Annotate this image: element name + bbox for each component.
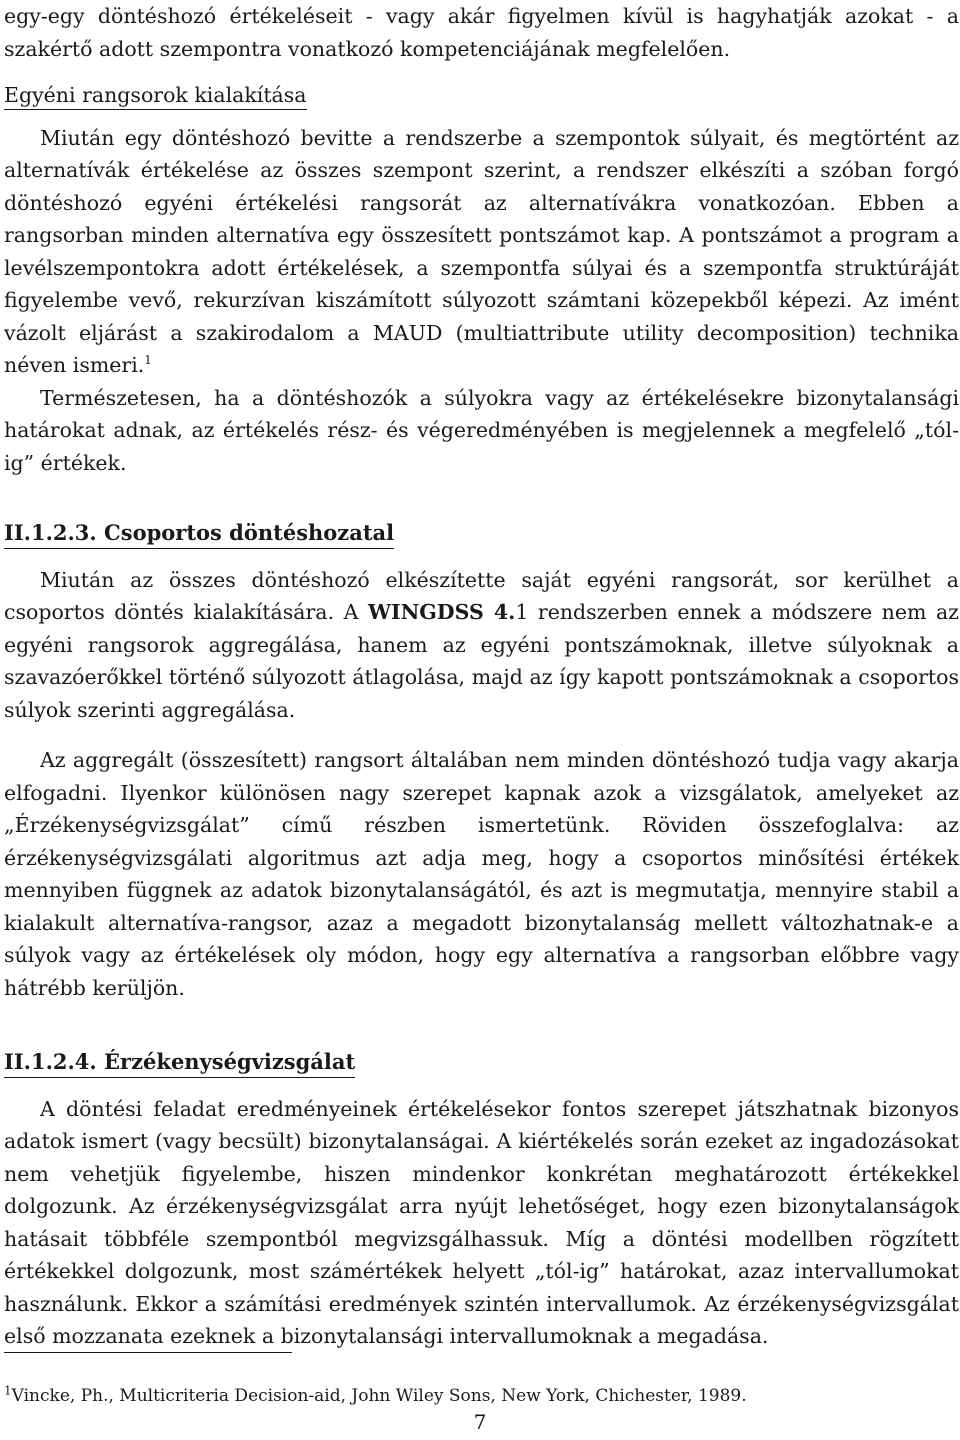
- footnote-reference[interactable]: 1: [144, 353, 152, 368]
- individual-ranking-paragraph: [4, 122, 959, 382]
- sensitivity-paragraph: A döntési feladat eredményeinek értékelésekor fontos szerepet játszhatnak bizonyos adatok ismert (vagy becsült) bizonytalanságai. A kiértékelés során ezeket az ingadozásokat nem vehetjük figyelembe, hiszen mindenkor konkrétan meghatározott értékekkel dolgozunk. Az érzékenységvizsgálat arra nyújt lehetőséget, hogy ezen bizonytalanságok hatásait többféle szempontból megvizsgálhassuk. Míg a döntési modellben rögzített értékekkel dolgozunk, most számértékek helyett „tól-ig” határokat, azaz intervallumokat használunk. Ekkor a számítási eredmények szintén intervallumok. Az érzékenységvizsgálat első mozzanata ezeknek a bizonytalansági intervallumoknak a megadása.: [4, 1096, 959, 1348]
- individual-ranking-text: Miután egy döntéshozó bevitte a rendszerbe a szempontok súlyait, és megtörtént az alternatívák értékelése az összes szempont szerint, a rendszer elkészíti a szóban forgó döntéshozó egyéni értékelési rangsorát az alternatívákra vonatkozóan. Ebben a rangsorban minden alternatíva egy összesített pontszámot kap. A pontszámot a program a levélszempontokra adott értékelések, a szempontfa súlyai és a szempontfa struktúráját figyelembe vevő, rekurzívan kiszámított súlyozott számtani közepekből képezi. Az imént vázolt eljárást a szakirodalom a MAUD (multiattribute utility decomposition) technika néven ismeri.: [4, 125, 959, 377]
- group-decision-text-start: Miután az összes döntéshozó elkészítette saját egyéni rangsorát, sor kerülhet a csoportos döntés kialakítására. A: [4, 567, 959, 624]
- subsection-heading-individual: [4, 79, 959, 112]
- section-heading-text: II.1.2.4. Érzékenységvizsgálat: [4, 1049, 355, 1078]
- document-page: [4, 0, 959, 1353]
- section-heading-group-decision: [4, 517, 959, 550]
- intro-paragraph: egy-egy döntéshozó értékeléseit - vagy akár figyelmen kívül is hagyhatják azokat - a szakértő adott szempontra vonatkozó kompetenciájának megfelelően.: [4, 4, 959, 61]
- section-heading-sensitivity: [4, 1046, 959, 1079]
- group-decision-text-end: 1 rendszerben ennek a módszere nem az egyéni rangsorok aggregálása, hanem az egyéni pontszámoknak, illetve súlyoknak a szavazóerőkkel történő súlyozott átlagolása, majd az így kapott pontszámoknak a csoportos súlyok szerinti aggregálása.: [4, 600, 959, 722]
- aggregated-ranking-paragraph: Az aggregált (összesített) rangsort általában nem minden döntéshozó tudja vagy akarja elfogadni. Ilyenkor különösen nagy szerepet kapnak azok a vizsgálatok, amelyeket az „Érzékenységvizsgálat” című részben ismertetünk. Röviden összefoglalva: az érzékenységvizsgálati algoritmus azt adja meg, hogy a csoportos minősítési értékek mennyiben függnek az adatok bizonytalanságától, és azt is megmutatja, mennyire stabil a kialakult alternatíva-rangsor, azaz a megadott bizonytalanság mellett változhatnak-e a súlyok vagy az értékelések oly módon, hogy egy alternatíva a rangsorban előbbre vagy hátrébb kerüljön.: [4, 748, 959, 1000]
- section-heading-text: II.1.2.3. Csoportos döntéshozatal: [4, 520, 394, 549]
- subsection-heading-text: Egyéni rangsorok kialakítása: [4, 83, 307, 110]
- page-number: 7: [473, 1410, 487, 1434]
- product-name: WINGDSS 4.: [367, 600, 516, 624]
- group-decision-paragraph: [4, 564, 959, 727]
- footnote: [4, 1384, 747, 1408]
- uncertainty-paragraph: Természetesen, ha a döntéshozók a súlyokra vagy az értékelésekre bizonytalansági határokat adnak, az értékelés rész- és végeredményében is megjelennek a megfelelő „tól-ig” értékek.: [4, 385, 959, 475]
- footnote-text: Vincke, Ph., Multicriteria Decision-aid, John Wiley Sons, New York, Chichester, 1989.: [11, 1386, 747, 1406]
- footnote-divider: [4, 1352, 292, 1353]
- footnote-mark: 1: [4, 1383, 12, 1398]
